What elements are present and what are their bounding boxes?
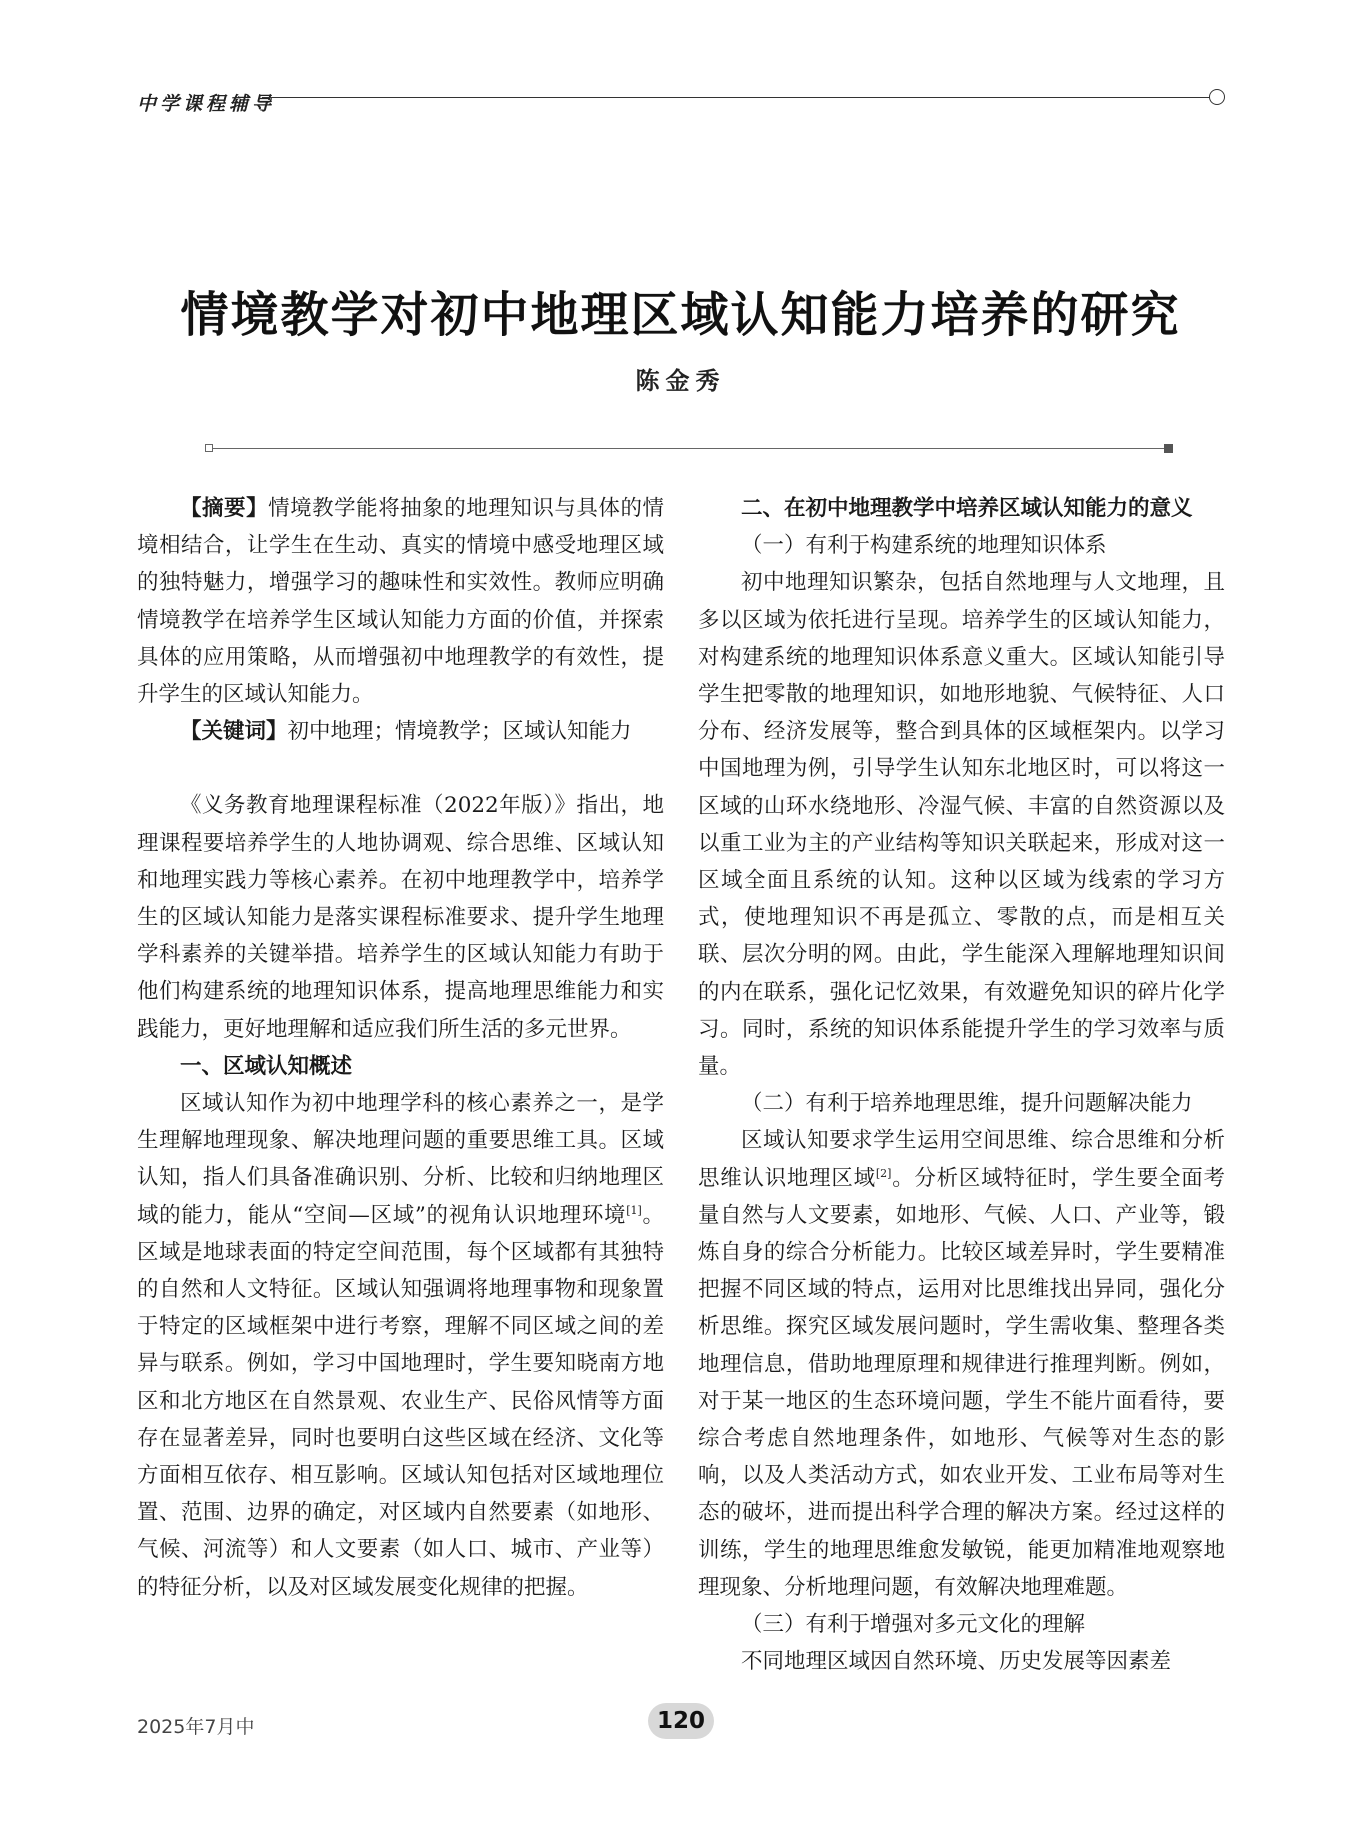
section2-heading: 二、在初中地理教学中培养区域认知能力的意义 bbox=[741, 496, 1193, 521]
article-title: 情境教学对初中地理区域认知能力培养的研究 bbox=[180, 287, 1181, 343]
article-author: 陈金秀 bbox=[635, 366, 726, 395]
subsection1-paragraph: 初中地理知识繁杂，包括自然地理与人文地理，且多以区域为依托进行呈现。培养学生的区域认知能力，对构建系统的地理知识体系意义重大。区域认知能引导学生把零散的地理知识，如地形地貌、气候特征、人口分布、经济发展等，整合到具体的区域框架内。以学习中国地理为例，引导学生认知东北地区时，可以将这一区域的山环水绕地形、冷湿气候、丰富的自然资源以及以重工业为主的产业结构等知识关联起来，形成对这一区域全面且系统的认知。这种以区域为线索的学习方式，使地理知识不再是孤立、零散的点，而是相互关联、层次分明的网。由此，学生能深入理解地理知识间的内在联系，强化记忆效果，有效避免知识的碎片化学习。同时，系统的知识体系能提升学生的学习效率与质量。 bbox=[698, 570, 1225, 1080]
subsection2-paragraph bbox=[698, 1122, 1225, 1606]
journal-name: 中学课程辅导 bbox=[137, 93, 276, 115]
keywords bbox=[137, 713, 664, 750]
subsection1-heading: （一）有利于构建系统的地理知识体系 bbox=[741, 533, 1107, 559]
subsection2-heading: （二）有利于培养地理思维，提升问题解决能力 bbox=[741, 1091, 1193, 1117]
intro-paragraph: 《义务教育地理课程标准（2022年版）》指出，地理课程要培养学生的人地协调观、综合思维、区域认知和地理实践力等核心素养。在初中地理教学中，培养学生的区域认知能力是落实课程标准要求、提升学生地理学科素养的关键举措。培养学生的区域认知能力有助于他们构建系统的地理知识体系，提高地理思维能力和实践能力，更好地理解和适应我们所生活的多元世界。 bbox=[137, 793, 664, 1042]
keywords-text: 初中地理；情境教学；区域认知能力 bbox=[287, 719, 632, 745]
section1-text-a: 区域认知作为初中地理学科的核心素养之一，是学生理解地理现象、解决地理问题的重要思维工具。区域认知，指人们具备准确识别、分析、比较和归纳地理区域的能力，能从“空间—区域”的视角认识地理环境 bbox=[137, 1091, 664, 1228]
section1-heading: 一、区域认知概述 bbox=[180, 1053, 353, 1079]
abstract-text: 情境教学能将抽象的地理知识与具体的情境相结合，让学生在生动、真实的情境中感受地理区域的独特魅力，增强学习的趣味性和实效性。教师应明确情境教学在培养学生区域认知能力方面的价值，并探索具体的应用策略，从而增强初中地理教学的有效性，提升学生的区域认知能力。 bbox=[137, 496, 664, 708]
issue-date: 2025年7月中 bbox=[137, 1716, 255, 1738]
left-column bbox=[137, 490, 664, 1606]
section1-paragraph bbox=[137, 1085, 664, 1606]
subsection2-text-b: 。分析区域特征时，学生要全面考量自然与人文要素，如地形、气候、人口、产业等，锻炼自身的综合分析能力。比较区域差异时，学生要精准把握不同区域的特点，运用对比思维找出异同，强化分析思维。探究区域发展问题时，学生需收集、整理各类地理信息，借助地理原理和规律进行推理判断。例如，对于某一地区的生态环境问题，学生不能片面看待，要综合考虑自然地理条件，如地形、气候等对生态的影响，以及人类活动方式，如农业开发、工业布局等对生态的破坏，进而提出科学合理的解决方案。经过这样的训练，学生的地理思维愈发敏锐，能更加精准地观察地理现象、分析地理问题，有效解决地理难题。 bbox=[698, 1165, 1225, 1600]
title-divider bbox=[211, 448, 1167, 449]
subsection2-text-a: 区域认知要求学生运用空间思维、综合思维和分析思维认识地理区域 bbox=[698, 1128, 1225, 1191]
header-rule bbox=[262, 97, 1210, 98]
divider-right-square-ornament bbox=[1164, 444, 1173, 453]
header-circle-ornament bbox=[1209, 89, 1225, 105]
divider-left-square-ornament bbox=[205, 444, 213, 452]
subsection3-heading: （三）有利于增强对多元文化的理解 bbox=[741, 1612, 1086, 1638]
page-number: 120 bbox=[648, 1703, 714, 1739]
section1-text-b: 。区域是地球表面的特定空间范围，每个区域都有其独特的自然和人文特征。区域认知强调将地理事物和现象置于特定的区域框架中进行考察，理解不同区域之间的差异与联系。例如，学习中国地理时，学生要知晓南方地区和北方地区在自然景观、农业生产、民俗风情等方面存在显著差异，同时也要明白这些区域在经济、文化等方面相互依存、相互影响。区域认知包括对区域地理位置、范围、边界的确定，对区域内自然要素（如地形、气候、河流等）和人文要素（如人口、城市、产业等）的特征分析，以及对区域发展变化规律的把握。 bbox=[137, 1202, 664, 1600]
subsection3-paragraph: 不同地理区域因自然环境、历史发展等因素差 bbox=[741, 1649, 1172, 1675]
keywords-label: 【关键词】 bbox=[180, 719, 288, 745]
reference-2: [2] bbox=[875, 1166, 892, 1180]
abstract-label: 【摘要】 bbox=[180, 496, 269, 521]
spacer bbox=[137, 750, 664, 787]
abstract bbox=[137, 490, 664, 713]
right-column bbox=[698, 490, 1225, 1681]
reference-1: [1] bbox=[626, 1203, 642, 1217]
